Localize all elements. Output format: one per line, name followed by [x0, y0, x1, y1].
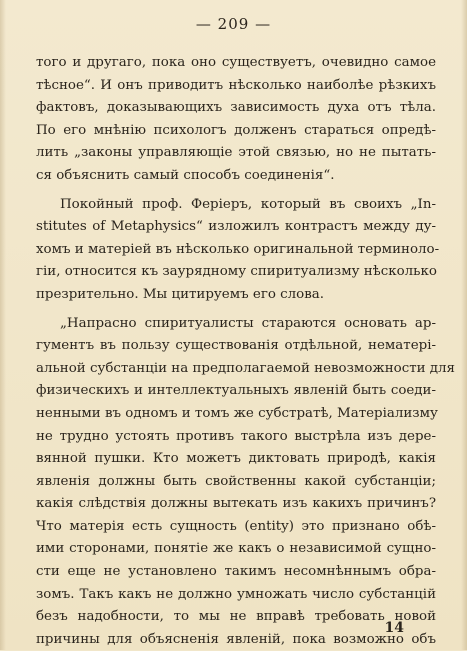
paragraph-3 [36, 313, 455, 651]
text-line: безъ надобности, то мы не вправѣ требовать новой [36, 609, 436, 625]
text-line: не трудно устоять противъ такого выстрѣла изъ дере- [36, 428, 436, 444]
text-line: Что матерія есть сущность (entity) это признано обѣ- [36, 518, 436, 534]
page-number: — 209 — [195, 15, 272, 33]
text-line: какія слѣдствія должны вытекать изъ какихъ причинъ? [36, 496, 436, 512]
text-line: ненными въ одномъ и томъ же субстратѣ, Матеріализму [36, 405, 438, 421]
text-line: презрительно. Мы цитируемъ его слова. [36, 286, 325, 302]
text-line: гументъ въ пользу существованія отдѣльной, нематері- [36, 338, 436, 354]
text-line: stitutes of Metaphysics“ изложилъ контрастъ между ду- [36, 219, 436, 235]
page-right-edge [461, 0, 467, 650]
text-line: ими сторонами, понятіе же какъ о независимой сущно- [36, 541, 436, 557]
text-line: зомъ. Такъ какъ не должно умножать число субстанцій [36, 586, 436, 602]
text-line: сти еще не установлено такимъ несомнѣннымъ обра- [36, 564, 436, 580]
text-line: фактовъ, доказывающихъ зависимость духа отъ тѣла. [36, 100, 436, 116]
text-line: того и другаго, пока оно существуетъ, очевидно самое [36, 55, 436, 70]
text-line: Покойный проф. Феріеръ, который въ своихъ „In- [60, 196, 436, 212]
page-left-edge [0, 0, 6, 650]
text-line: лить „законы управляющіе этой связью, но не пытать- [36, 145, 436, 161]
text-line: причины для объясненія явленій, пока возможно объ [36, 631, 436, 647]
text-line: ся объяснить самый способъ соединенія“. [36, 167, 335, 183]
text-line: тѣсное“. И онъ приводитъ нѣсколько наиболѣе рѣзкихъ [36, 77, 436, 93]
text-line: явленія должны быть свойственны какой субстанціи; [36, 473, 436, 489]
body-text [36, 52, 455, 651]
text-line: „Напрасно спиритуалисты стараются основать ар- [60, 315, 436, 331]
text-line: альной субстанціи на предполагаемой невозможности для [36, 360, 455, 376]
text-line: гіи, относится къ заурядному спиритуализму нѣсколько [36, 264, 437, 280]
text-line: По его мнѣнію психологъ долженъ стараться опредѣ- [36, 122, 436, 138]
signature-mark: 14 [384, 620, 404, 636]
paragraph-2 [36, 194, 440, 307]
text-line: хомъ и матеріей въ нѣсколько оригинальной терминоло- [36, 241, 440, 257]
paragraph-1 [36, 52, 436, 188]
text-line: физическихъ и интеллектуальныхъ явленій быть соеди- [36, 383, 436, 399]
text-line: вянной пушки. Кто можетъ диктовать природѣ, какія [36, 451, 436, 467]
